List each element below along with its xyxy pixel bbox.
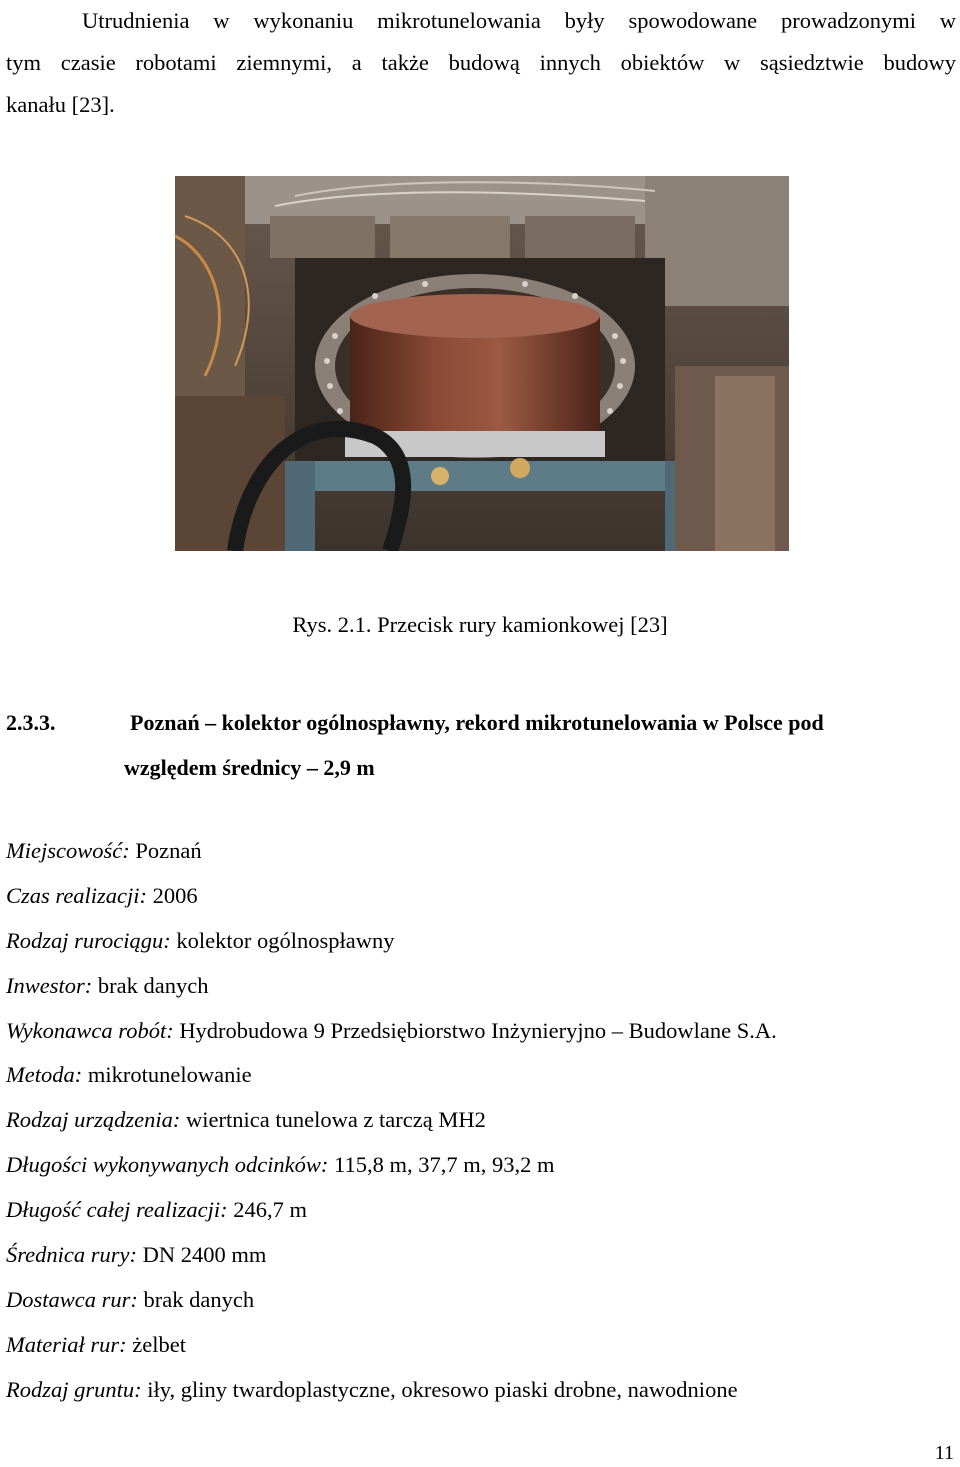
detail-label: Miejscowość:	[6, 838, 130, 863]
detail-row	[6, 1188, 956, 1233]
detail-value: Poznań	[135, 838, 202, 863]
detail-value: 115,8 m, 37,7 m, 93,2 m	[334, 1152, 555, 1178]
detail-row	[6, 1053, 956, 1098]
detail-row	[6, 964, 956, 1009]
intro-paragraph	[6, 0, 956, 126]
detail-label: Wykonawca robót:	[6, 1017, 174, 1043]
detail-row	[6, 1278, 956, 1323]
detail-label: Długości wykonywanych odcinków:	[6, 1152, 329, 1178]
detail-row	[6, 1009, 956, 1054]
detail-label: Średnica rury:	[6, 1242, 138, 1268]
detail-value: wiertnica tunelowa z tarczą MH2	[186, 1107, 486, 1133]
section-title-line-2: względem średnicy – 2,9 m	[124, 755, 375, 780]
detail-label: Długość całej realizacji:	[6, 1197, 228, 1223]
intro-line-3: kanału [23].	[6, 92, 115, 117]
detail-row	[6, 874, 956, 919]
detail-label: Dostawca rur:	[6, 1286, 138, 1312]
detail-value: iły, gliny twardoplastyczne, okresowo piaski drobne, nawodnione	[147, 1376, 738, 1402]
detail-label: Materiał rur:	[6, 1331, 127, 1357]
detail-label: Rodzaj urządzenia:	[6, 1107, 181, 1133]
detail-label: Rodzaj gruntu:	[6, 1376, 142, 1402]
detail-row	[6, 1143, 956, 1188]
detail-row	[6, 1323, 956, 1368]
detail-row	[6, 1098, 956, 1143]
detail-value: Hydrobudowa 9 Przedsiębiorstwo Inżynieryjno – Budowlane S.A.	[179, 1017, 777, 1043]
detail-value: mikrotunelowanie	[87, 1062, 252, 1088]
detail-value: 2006	[152, 882, 198, 908]
detail-row	[6, 1368, 956, 1413]
detail-value: 246,7 m	[233, 1197, 308, 1223]
detail-label: Czas realizacji:	[6, 882, 148, 908]
section-title-line-1: Poznań – kolektor ogólnospławny, rekord mikrotunelowania w Polsce pod	[130, 710, 824, 735]
detail-label: Metoda:	[6, 1062, 83, 1088]
intro-line-2: tym czasie robotami ziemnymi, a także budową innych obiektów w sąsiedztwie budowy	[6, 50, 956, 75]
project-details	[6, 829, 956, 1413]
detail-value: DN 2400 mm	[142, 1242, 267, 1268]
section-number: 2.3.3.	[6, 710, 56, 735]
pipe-jacking-photo-illustration	[175, 176, 789, 551]
detail-value: brak danych	[97, 972, 209, 998]
page-number: 11	[934, 1442, 954, 1464]
figure-photo	[175, 176, 789, 551]
detail-label: Rodzaj rurociągu:	[6, 927, 171, 953]
detail-row	[6, 1233, 956, 1278]
intro-line-1: Utrudnienia w wykonaniu mikrotunelowania były spowodowane prowadzonymi w	[82, 8, 956, 33]
figure-caption: Rys. 2.1. Przecisk rury kamionkowej [23]	[292, 612, 668, 637]
detail-label: Inwestor:	[6, 972, 93, 998]
detail-row	[6, 919, 956, 964]
detail-value: kolektor ogólnospławny	[176, 927, 395, 953]
detail-value: żelbet	[132, 1331, 186, 1357]
detail-row	[6, 829, 956, 874]
detail-value: brak danych	[143, 1286, 255, 1312]
